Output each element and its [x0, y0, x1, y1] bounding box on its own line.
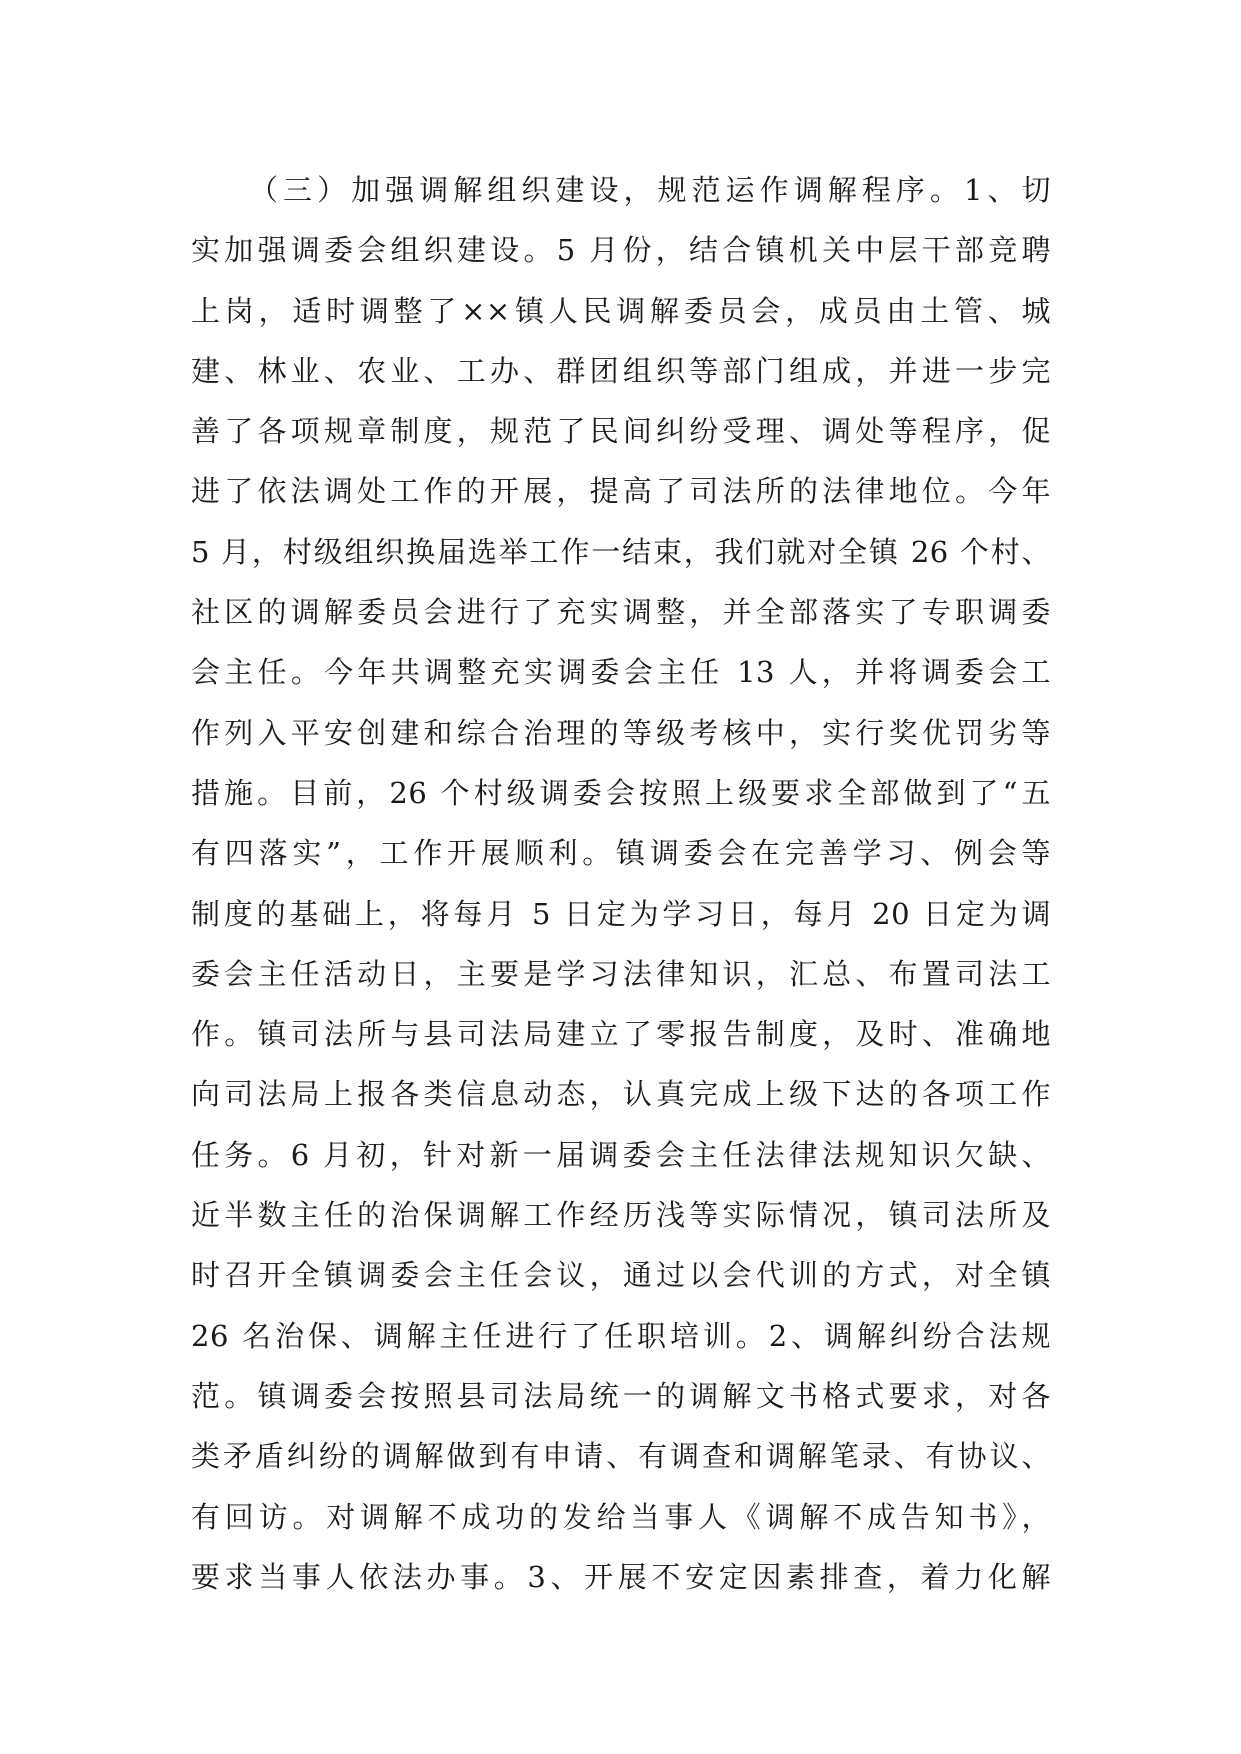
text-line-17: 任务。6 月初，针对新一届调委会主任法律法规知识欠缺、 — [191, 1137, 1051, 1172]
text-line-6: 进了依法调处工作的开展，提高了司法所的法律地位。今年 — [191, 474, 1051, 509]
text-line-11: 措施。目前，26 个村级调委会按照上级要求全部做到了“五 — [191, 775, 1051, 810]
text-line-21: 范。镇调委会按照县司法局统一的调解文书格式要求，对各 — [191, 1378, 1051, 1413]
text-line-20: 26 名治保、调解主任进行了任职培训。2、调解纠纷合法规 — [191, 1318, 1051, 1353]
text-line-2: 实加强调委会组织建设。5 月份，结合镇机关中层干部竞聘 — [191, 233, 1051, 268]
text-line-8: 社区的调解委员会进行了充实调整，并全部落实了专职调委 — [191, 595, 1051, 630]
text-line-4: 建、林业、农业、工办、群团组织等部门组成，并进一步完 — [191, 353, 1051, 388]
text-line-19: 时召开全镇调委会主任会议，通过以会代训的方式，对全镇 — [191, 1258, 1051, 1293]
text-line-1: （三）加强调解组织建设，规范运作调解程序。1、切 — [249, 173, 1051, 207]
text-line-15: 作。镇司法所与县司法局建立了零报告制度，及时、准确地 — [191, 1017, 1051, 1052]
text-line-3: 上岗，适时调整了××镇人民调解委员会，成员由土管、城 — [191, 293, 1051, 328]
text-line-24: 要求当事人依法办事。3、开展不安定因素排查，着力化解 — [191, 1559, 1051, 1594]
text-line-14: 委会主任活动日，主要是学习法律知识，汇总、布置司法工 — [191, 956, 1051, 991]
text-line-22: 类矛盾纠纷的调解做到有申请、有调查和调解笔录、有协议、 — [191, 1439, 1051, 1474]
text-line-12: 有四落实”，工作开展顺利。镇调委会在完善学习、例会等 — [191, 836, 1051, 871]
text-line-5: 善了各项规章制度，规范了民间纠纷受理、调处等程序，促 — [191, 414, 1051, 449]
text-line-7: 5 月，村级组织换届选举工作一结束，我们就对全镇 26 个村、 — [191, 534, 1051, 569]
text-line-23: 有回访。对调解不成功的发给当事人《调解不成告知书》， — [191, 1499, 1051, 1534]
body-text — [191, 160, 1051, 1607]
text-line-10: 作列入平安创建和综合治理的等级考核中，实行奖优罚劣等 — [191, 715, 1051, 750]
text-line-18: 近半数主任的治保调解工作经历浅等实际情况，镇司法所及 — [191, 1198, 1051, 1233]
text-line-13: 制度的基础上，将每月 5 日定为学习日，每月 20 日定为调 — [191, 896, 1051, 931]
text-line-9: 会主任。今年共调整充实调委会主任 13 人，并将调委会工 — [191, 655, 1051, 690]
text-line-16: 向司法局上报各类信息动态，认真完成上级下达的各项工作 — [191, 1077, 1051, 1112]
